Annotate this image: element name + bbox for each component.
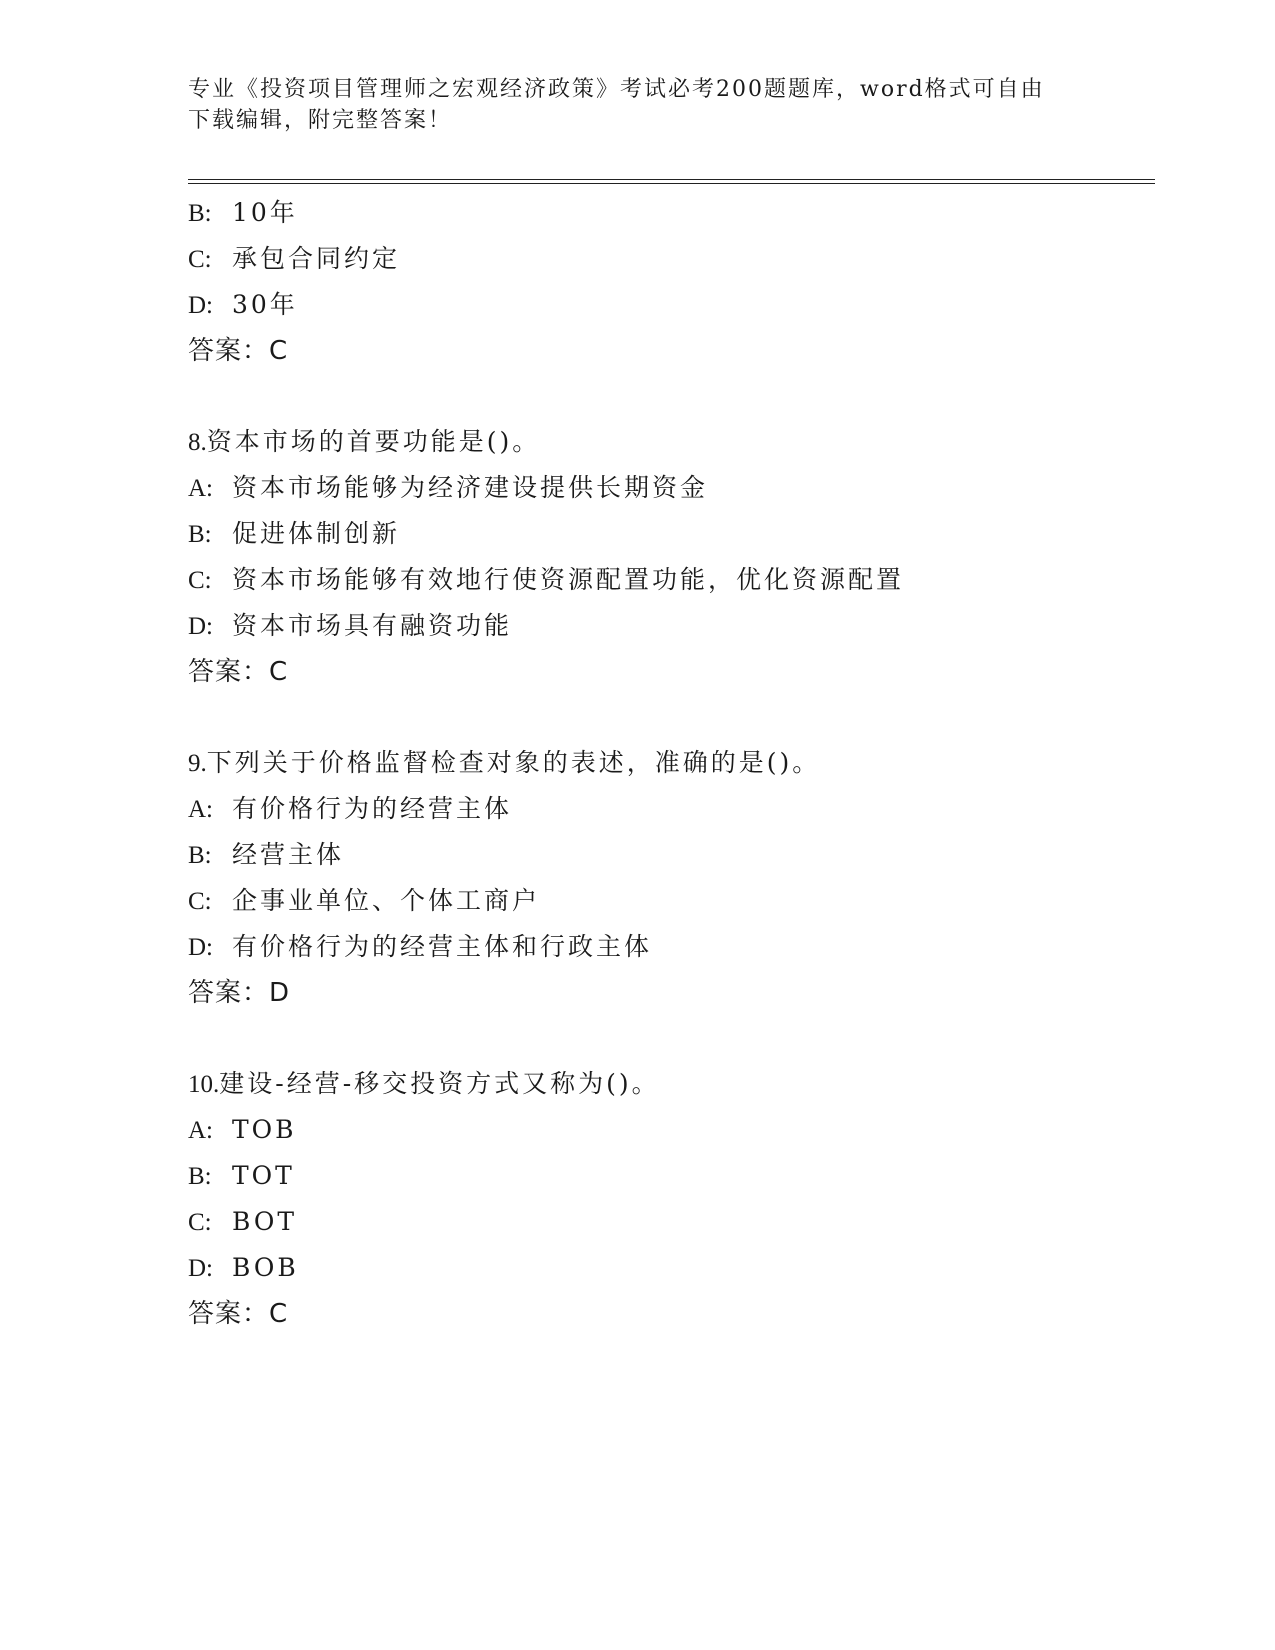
option-b: [188, 511, 1155, 557]
spacer: [188, 1016, 1155, 1061]
question-number: 10.: [188, 1071, 220, 1098]
answer-line: 答案：D: [188, 978, 291, 1008]
spacer: [188, 695, 1155, 740]
option-text: 经营主体: [232, 840, 345, 869]
question-number: 8.: [188, 429, 207, 456]
option-text: 促进体制创新: [232, 519, 401, 548]
option-label: C:: [188, 246, 212, 273]
option-d: [188, 1245, 1155, 1291]
answer-line: 答案：C: [188, 336, 289, 366]
question-text: 资本市场的首要功能是()。: [206, 427, 541, 456]
header-line-2: 下载编辑，附完整答案！: [188, 108, 453, 133]
option-label: D:: [188, 613, 213, 640]
option-text: BOT: [232, 1207, 298, 1236]
option-text: 资本市场能够为经济建设提供长期资金: [232, 473, 709, 502]
option-text: 承包合同约定: [232, 244, 401, 273]
option-text: BOB: [232, 1253, 299, 1282]
option-label: B:: [188, 1163, 212, 1190]
option-c: [188, 236, 1155, 282]
option-label: C:: [188, 1209, 212, 1236]
option-label: B:: [188, 200, 212, 227]
option-text: 有价格行为的经营主体和行政主体: [232, 932, 653, 961]
question-title: [188, 419, 1155, 465]
option-label: A:: [188, 1117, 213, 1144]
option-d: [188, 282, 1155, 328]
question-10: [188, 1061, 1155, 1337]
option-text: 资本市场具有融资功能: [232, 611, 513, 640]
question-9: [188, 740, 1155, 1016]
option-c: [188, 557, 1155, 603]
option-b: [188, 832, 1155, 878]
option-b: [188, 190, 1155, 236]
option-text: 有价格行为的经营主体: [232, 794, 513, 823]
option-text: TOB: [232, 1115, 297, 1144]
option-d: [188, 924, 1155, 970]
question-text: 下列关于价格监督检查对象的表述，准确的是()。: [206, 748, 821, 777]
answer-line: 答案：C: [188, 657, 289, 687]
header-divider-bottom: [188, 183, 1155, 184]
question-number: 9.: [188, 750, 207, 777]
option-label: D:: [188, 934, 213, 961]
option-label: B:: [188, 842, 212, 869]
document-header: [188, 74, 1088, 136]
question-text: 建设-经营-移交投资方式又称为()。: [219, 1069, 660, 1098]
question-7-tail: [188, 190, 1155, 374]
option-label: D:: [188, 1255, 213, 1282]
option-label: A:: [188, 796, 213, 823]
spacer: [188, 374, 1155, 419]
option-label: C:: [188, 888, 212, 915]
option-text: 资本市场能够有效地行使资源配置功能，优化资源配置: [232, 565, 905, 594]
question-list: [188, 190, 1155, 1337]
answer-line: 答案：C: [188, 1299, 289, 1329]
option-a: [188, 786, 1155, 832]
header-divider-top: [188, 179, 1155, 180]
option-c: [188, 878, 1155, 924]
question-title: [188, 1061, 1155, 1107]
option-label: B:: [188, 521, 212, 548]
option-text: 企事业单位、个体工商户: [232, 886, 541, 915]
question-title: [188, 740, 1155, 786]
question-8: [188, 419, 1155, 695]
option-a: [188, 1107, 1155, 1153]
option-b: [188, 1153, 1155, 1199]
header-line-1: 专业《投资项目管理师之宏观经济政策》考试必考200题题库，word格式可自由: [188, 77, 1045, 102]
option-c: [188, 1199, 1155, 1245]
option-d: [188, 603, 1155, 649]
option-text: TOT: [232, 1161, 295, 1190]
option-text: 10年: [232, 198, 298, 227]
option-a: [188, 465, 1155, 511]
option-label: A:: [188, 475, 213, 502]
option-label: D:: [188, 292, 213, 319]
option-text: 30年: [232, 290, 298, 319]
option-label: C:: [188, 567, 212, 594]
